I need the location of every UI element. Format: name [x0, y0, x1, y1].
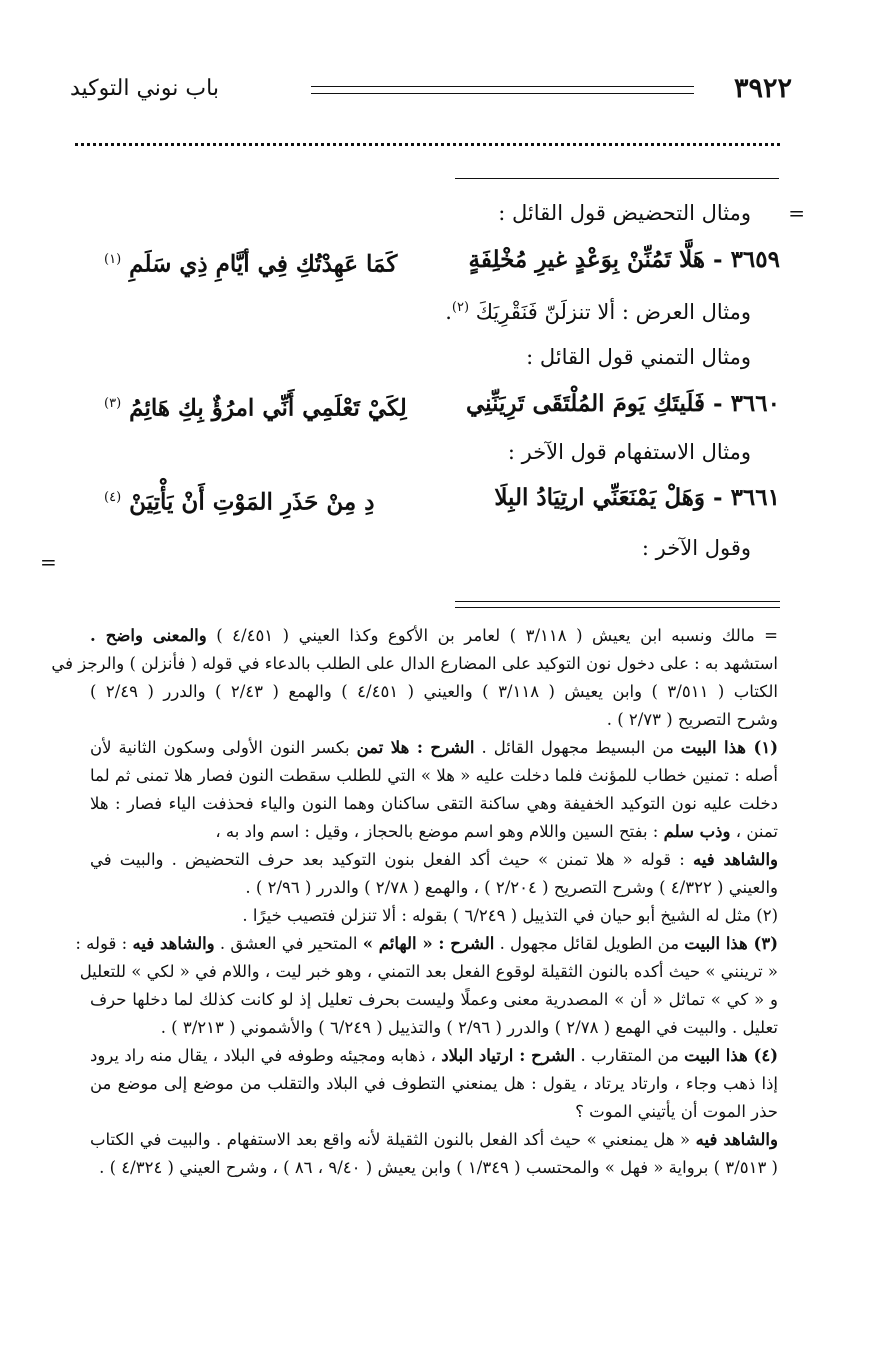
footnote-ref: (٣) — [104, 396, 122, 411]
verse-3661-second-hemistich — [104, 481, 374, 520]
footnote-2-line: (٢) مثل له الشيخ أبو حيان في التذييل ( ٦/٢٤٩ ) بقوله : ألا تنزلن فتصيب خيرًا . — [242, 906, 778, 925]
footnote-text: من الطويل لقائل مجهول . — [499, 934, 680, 953]
footnote-text: ، ذهابه ومجيئه وطوفه في البلاد ، يقال منه راد يرود — [90, 1046, 436, 1065]
footnote-3-line: « ترينني » حيث أكده بالنون الثقيلة لوقوع الفعل بعد التمني ، وهو خبر ليت ، واللام في « لكي » للتعليل — [79, 962, 778, 981]
hemistich-text: هَلَّا تَمُنِّنْ بِوَعْدٍ غيرِ مُخْلِفَةٍ — [468, 246, 705, 273]
footnote-ref: (٢) — [451, 300, 470, 315]
hemistich-text: لِكَيْ تَعْلَمِي أَنِّي امرُؤٌ بِكِ هَائِمُ — [129, 394, 407, 422]
page-number: ٣٩٢٢ — [733, 73, 792, 104]
continuation-mark: = — [788, 201, 805, 225]
verse-3659-second-hemistich — [104, 243, 397, 282]
hemistich-text: فَلَيتَكِ يَومَ المُلْتَقَى تَرِيَنِّنِي — [465, 390, 705, 417]
footnote-3-line: و « كي » تماثل « أن » المصدرية معنى وعملًا وليست بحرف تعليل إذ لو كانت كذلك لما دخلها حرف — [90, 990, 778, 1009]
footnote-text: المتحير في العشق . — [219, 934, 358, 953]
verse-3660-first-hemistich — [466, 387, 780, 421]
footnote-4-line: ( ٣/٥١٣ ) برواية « فهل » والمحتسب ( ١/٣٤٩ ) وابن يعيش ( ٩/٤٠ ، ٨٦ ) ، وشرح العيني ( ٤/٣٢٤ ) . — [99, 1158, 778, 1177]
footnote-4-line: إذا ذهب وجاء ، وارتاد يرتاد ، يقول : هل يمنعني التطوف في البلاد والتقلب من موضع إلى موضع من — [90, 1074, 778, 1093]
footnote-3-line — [75, 930, 778, 958]
footnote-text: « هل يمنعني » حيث أكد الفعل بالنون الثقيلة لأنه واقع بعد الاستفهام . والبيت في الكتاب — [90, 1130, 691, 1149]
footnote-bold: الشرح : هلا تمن — [356, 738, 475, 757]
footnote-ref: (٤) — [104, 490, 122, 505]
top-rule — [455, 178, 779, 179]
footnote-bold: وذب سلم — [663, 822, 731, 841]
footnote-text: : قوله « هلا تمنن » حيث أكد الفعل بنون التوكيد بعد حرف التحضيض . والبيت في — [90, 850, 685, 869]
footnote-1-line: دخلت عليه نون التوكيد الخفيفة وهي ساكنة التقى ساكنان وهما النون والياء فحذفت الياء فصار : هلا — [90, 794, 778, 813]
footnote-text: تمنن ، — [735, 822, 778, 841]
hemistich-text: وَهَلْ يَمْنَعَنِّي ارتِيَادُ البِلَا — [494, 484, 705, 511]
footnote-1-line — [90, 846, 778, 874]
footnote-bold: الشرح : ارتياد البلاد — [441, 1046, 576, 1065]
footnote-line: وشرح التصريح ( ٢/٧٣ ) . — [606, 710, 778, 729]
footnote-line: استشهد به : على دخول نون التوكيد على المضارع الدال على الطلب بالدعاء في قوله ( فأنزلن ) والرجز في — [51, 654, 778, 673]
footnote-text: من البسيط مجهول القائل . — [481, 738, 674, 757]
footnote-ref: (١) — [104, 252, 122, 267]
footnote-4-line: حذر الموت أن يأتيني الموت ؟ — [575, 1102, 778, 1121]
footnote-bold: والشاهد فيه — [132, 934, 215, 953]
footnote-text: : بفتح السين واللام وهو اسم موضع بالحجاز ، وقيل : اسم واد به ، — [215, 822, 659, 841]
footnote-bold: والمعنى واضح . — [90, 626, 207, 645]
footnote-text: من المتقارب . — [580, 1046, 679, 1065]
footnote-1-line — [90, 734, 778, 762]
footnote-bold: (٤) هذا البيت — [684, 1046, 779, 1065]
verse-3661-first-hemistich — [494, 481, 780, 515]
chapter-title: باب نوني التوكيد — [70, 76, 219, 101]
text-line: ومثال الاستفهام قول الآخر : — [507, 440, 751, 464]
page-header — [70, 72, 792, 106]
footnote-4-line — [90, 1126, 778, 1154]
text-line: ومثال التحضيض قول القائل : — [498, 201, 751, 225]
footnote-rule — [455, 601, 780, 608]
hemistich-text: كَمَا عَهِدْتُكِ فِي أيَّامِ ذِي سَلَمِ — [129, 250, 398, 278]
text-line: وقول الآخر : — [641, 536, 751, 560]
footnote-1-line: أصله : تمنين خطاب للمؤنث فلما دخلت عليه « هلا » التي للطلب سقطت النون فصار هلا تمنى ثم لما — [90, 766, 778, 785]
footnote-1-line — [90, 818, 778, 846]
text-line — [445, 293, 751, 327]
header-rule — [311, 86, 694, 94]
hemistich-text: دِ مِنْ حَذَرِ المَوْتِ أَنْ يَأْتِيَنْ — [129, 488, 375, 516]
period: . — [445, 300, 452, 324]
footnote-bold: والشاهد فيه — [695, 1130, 778, 1149]
footnote-text: : قوله : — [75, 934, 128, 953]
verse-number: ٣٦٦١ - — [713, 484, 780, 511]
end-mark: = — [40, 550, 57, 574]
verse-3659-first-hemistich — [468, 243, 780, 277]
dotted-divider — [75, 143, 780, 146]
footnote-bold: والشاهد فيه — [692, 850, 779, 869]
footnote-1-line: والعيني ( ٤/٣٢٢ ) وشرح التصريح ( ٢/٢٠٤ ) ، والهمع ( ٢/٧٨ ) والدرر ( ٢/٩٦ ) . — [245, 878, 778, 897]
verse-number: ٣٦٥٩ - — [713, 246, 780, 273]
footnote-line — [90, 622, 778, 650]
footnote-line: الكتاب ( ٣/٥١١ ) وابن يعيش ( ٣/١١٨ ) والعيني ( ٤/٤٥١ ) والهمع ( ٢/٤٣ ) والدرر ( ٢/٤٩ ) — [90, 682, 779, 701]
verse-3660-second-hemistich — [104, 387, 407, 426]
verse-number: ٣٦٦٠ - — [713, 390, 780, 417]
footnote-text: = مالك ونسبه ابن يعيش ( ٣/١١٨ ) لعامر بن الأكوع وكذا العيني ( ٤/٤٥١ ) — [216, 626, 778, 645]
text-line-body: ومثال العرض : ألا تنزلَنّ فَنَقْرِيَكَ — [475, 300, 751, 324]
footnote-bold: (١) هذا البيت — [680, 738, 778, 757]
footnote-bold: الشرح : « الهائم » — [362, 934, 495, 953]
footnote-text: بكسر النون الأولى وسكون الثانية لأن — [90, 738, 350, 757]
footnote-4-line — [90, 1042, 778, 1070]
footnote-bold: (٣) هذا البيت — [684, 934, 778, 953]
text-line: ومثال التمني قول القائل : — [526, 345, 751, 369]
footnote-3-line: تعليل . والبيت في الهمع ( ٢/٧٨ ) والدرر ( ٢/٩٦ ) والتذييل ( ٦/٢٤٩ ) والأشموني ( ٣/٢١٣ ) . — [160, 1018, 778, 1037]
